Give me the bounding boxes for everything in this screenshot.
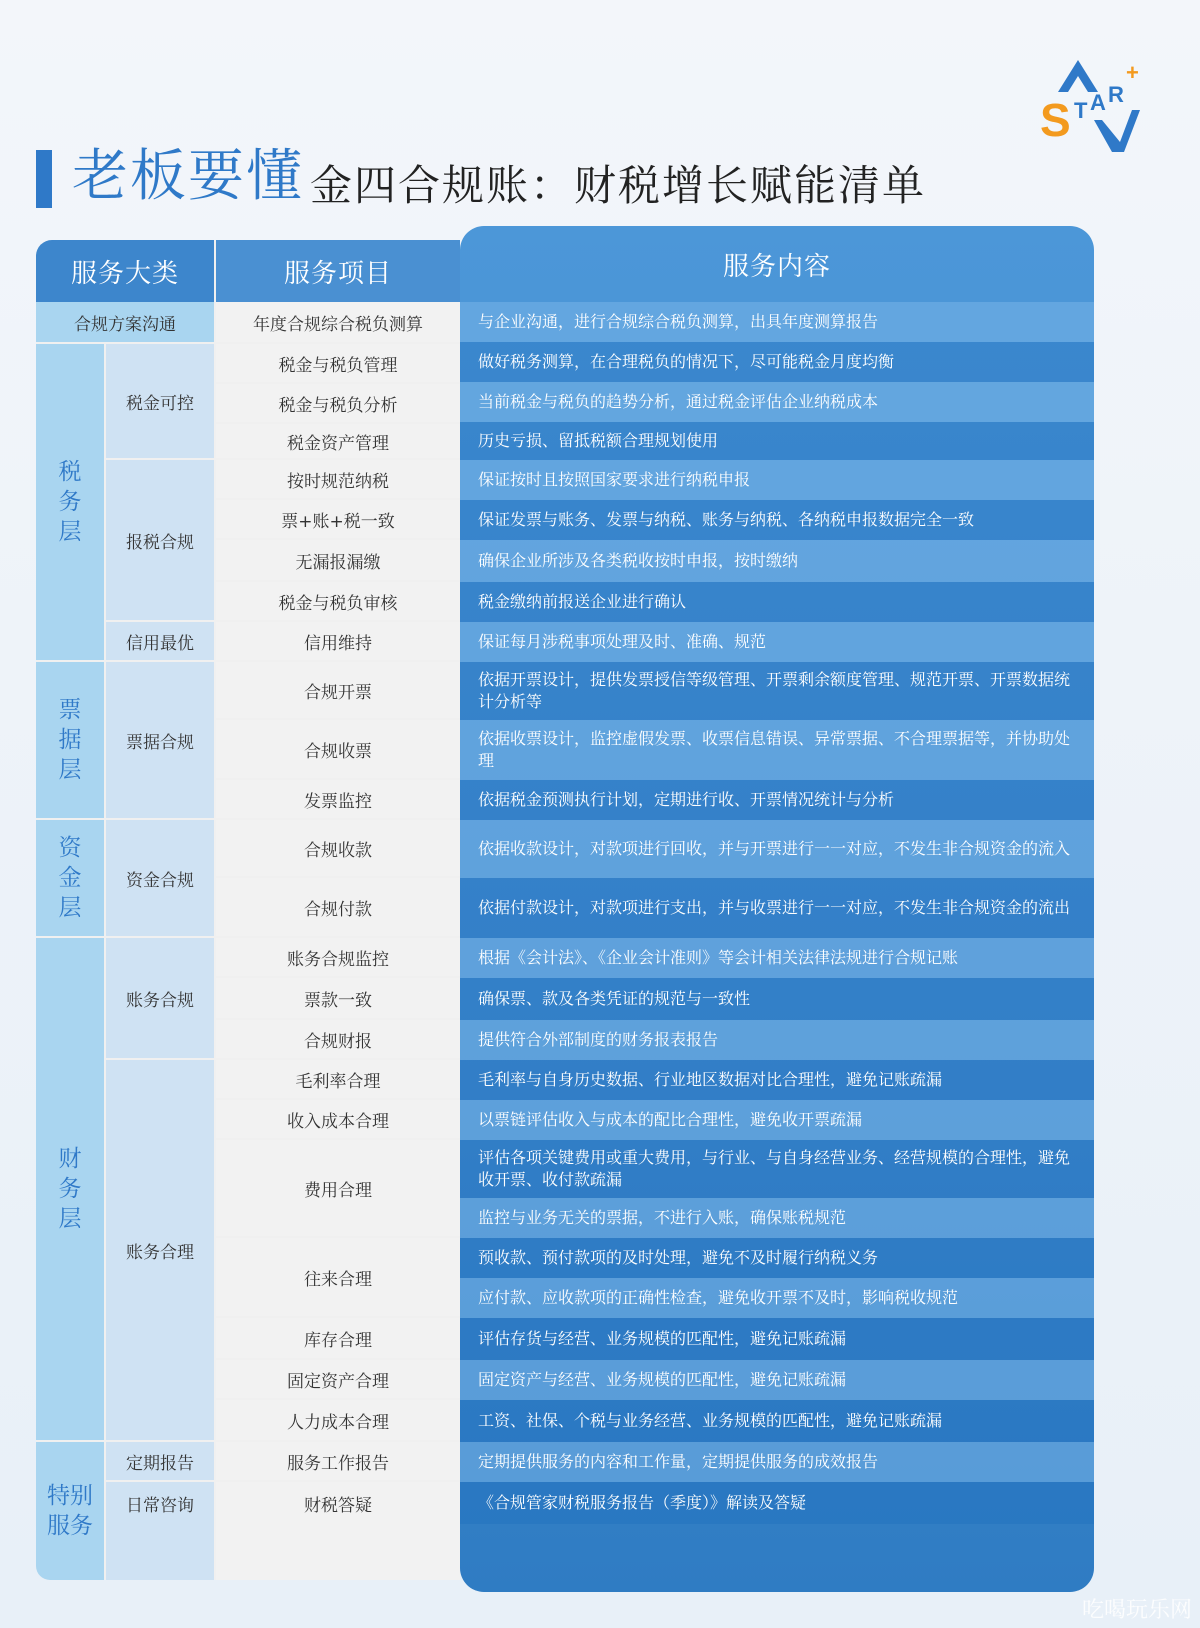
content-row: 确保企业所涉及各类税收按时申报，按时缴纳 (460, 540, 1094, 582)
item-row: 信用维持 (216, 622, 460, 660)
item-row: 税金与税负分析 (216, 384, 460, 422)
content-row: 固定资产与经营、业务规模的匹配性，避免记账疏漏 (460, 1360, 1094, 1400)
item-row: 合规付款 (216, 878, 460, 936)
layer-tax: 税 务 层 (36, 344, 104, 660)
content-row: 根据《会计法》、《企业会计准则》等会计相关法律法规进行合规记账 (460, 938, 1094, 978)
sub-tax-control: 税金可控 (106, 344, 214, 458)
content-row: 评估存货与经营、业务规模的匹配性，避免记账疏漏 (460, 1318, 1094, 1360)
content-row: 做好税务测算，在合理税负的情况下，尽可能税金月度均衡 (460, 342, 1094, 382)
content-row: 与企业沟通，进行合规综合税负测算，出具年度测算报告 (460, 302, 1094, 342)
item-row: 毛利率合理 (216, 1060, 460, 1098)
svg-text:T: T (1074, 98, 1088, 123)
sub-daily-consult: 日常咨询 (106, 1482, 214, 1580)
star-logo (1040, 56, 1152, 156)
item-row: 账务合规监控 (216, 938, 460, 976)
content-row: 当前税金与税负的趋势分析，通过税金评估企业纳税成本 (460, 382, 1094, 422)
content-row: 依据收票设计，监控虚假发票、收票信息错误、异常票据、不合理票据等，并协助处理 (460, 720, 1094, 780)
content-row: 应付款、应收款项的正确性检查，避免收开票不及时，影响税收规范 (460, 1278, 1094, 1318)
sub-fund: 资金合规 (106, 820, 214, 936)
page-subtitle: 金四合规账：财税增长赋能清单 (310, 161, 927, 210)
item-row: 按时规范纳税 (216, 460, 460, 498)
content-row: 历史亏损、留抵税额合理规划使用 (460, 422, 1094, 460)
sub-account-compliance: 账务合规 (106, 938, 214, 1058)
title-accent-bar (36, 150, 52, 208)
sub-account-reasonable: 账务合理 (106, 1060, 214, 1440)
svg-text:A: A (1090, 90, 1106, 115)
item-row: 税金与税负审核 (216, 582, 460, 620)
header-category: 服务大类 (36, 240, 214, 302)
item-row: 票款一致 (216, 978, 460, 1018)
service-content-panel (460, 226, 1094, 1592)
svg-text:S: S (1040, 94, 1071, 146)
item-row: 合规财报 (216, 1020, 460, 1058)
layer-invoice: 票 据 层 (36, 662, 104, 818)
svg-text:+: + (1126, 60, 1139, 85)
item-row: 收入成本合理 (216, 1100, 460, 1138)
sub-periodic-report: 定期报告 (106, 1442, 214, 1480)
item-row: 服务工作报告 (216, 1442, 460, 1480)
item-row: 合规开票 (216, 662, 460, 718)
item-row: 财税答疑 (216, 1482, 460, 1580)
svg-text:R: R (1108, 82, 1124, 107)
item-row: 税金与税负管理 (216, 344, 460, 382)
content-row: 工资、社保、个税与业务经营、业务规模的匹配性，避免记账疏漏 (460, 1400, 1094, 1442)
content-row: 《合规管家财税服务报告（季度）》解读及答疑 (460, 1482, 1094, 1524)
item-row: 合规收款 (216, 820, 460, 876)
item-row: 人力成本合理 (216, 1400, 460, 1440)
content-row: 依据开票设计，提供发票授信等级管理、开票剩余额度管理、规范开票、开票数据统计分析等 (460, 662, 1094, 720)
content-row: 提供符合外部制度的财务报表报告 (460, 1020, 1094, 1060)
content-row: 保证按时且按照国家要求进行纳税申报 (460, 460, 1094, 500)
content-row: 定期提供服务的内容和工作量，定期提供服务的成效报告 (460, 1442, 1094, 1482)
content-row: 税金缴纳前报送企业进行确认 (460, 582, 1094, 622)
content-row: 毛利率与自身历史数据、行业地区数据对比合理性，避免记账疏漏 (460, 1060, 1094, 1100)
sub-declare: 报税合规 (106, 460, 214, 620)
item-row: 库存合理 (216, 1318, 460, 1358)
item-row: 费用合理 (216, 1140, 460, 1236)
header-item: 服务项目 (216, 240, 460, 302)
content-row: 评估各项关键费用或重大费用，与行业、与自身经营业务、经营规模的合理性，避免收开票、收付款疏漏 (460, 1140, 1094, 1198)
content-row: 监控与业务无关的票据，不进行入账，确保账税规范 (460, 1198, 1094, 1238)
item-row: 固定资产合理 (216, 1360, 460, 1398)
item-row: 无漏报漏缴 (216, 540, 460, 580)
layer-compliance: 合规方案沟通 (36, 302, 214, 342)
layer-fund: 资 金 层 (36, 820, 104, 936)
content-row: 确保票、款及各类凭证的规范与一致性 (460, 978, 1094, 1020)
page-title: 老板要懂 (72, 144, 304, 209)
item-row: 年度合规综合税负测算 (216, 302, 460, 342)
layer-finance: 财 务 层 (36, 938, 104, 1440)
content-row: 依据收款设计，对款项进行回收，并与开票进行一一对应，不发生非合规资金的流入 (460, 820, 1094, 878)
content-row: 保证每月涉税事项处理及时、准确、规范 (460, 622, 1094, 662)
content-row: 预收款、预付款项的及时处理，避免不及时履行纳税义务 (460, 1238, 1094, 1278)
content-row: 依据付款设计，对款项进行支出，并与收票进行一一对应，不发生非合规资金的流出 (460, 878, 1094, 938)
item-row: 往来合理 (216, 1238, 460, 1316)
item-row: 税金资产管理 (216, 424, 460, 458)
content-row: 保证发票与账务、发票与纳税、账务与纳税、各纳税申报数据完全一致 (460, 500, 1094, 540)
item-row: 票+账+税一致 (216, 500, 460, 538)
sub-credit: 信用最优 (106, 622, 214, 660)
layer-special: 特别 服务 (36, 1442, 104, 1580)
content-row: 依据税金预测执行计划，定期进行收、开票情况统计与分析 (460, 780, 1094, 820)
content-row: 以票链评估收入与成本的配比合理性，避免收开票疏漏 (460, 1100, 1094, 1140)
service-table-left (36, 240, 460, 1580)
header-content: 服务内容 (722, 251, 831, 282)
item-row: 合规收票 (216, 720, 460, 778)
item-row: 发票监控 (216, 780, 460, 818)
sub-invoice: 票据合规 (106, 662, 214, 818)
watermark-text: 吃喝玩乐网 (1081, 1598, 1192, 1623)
